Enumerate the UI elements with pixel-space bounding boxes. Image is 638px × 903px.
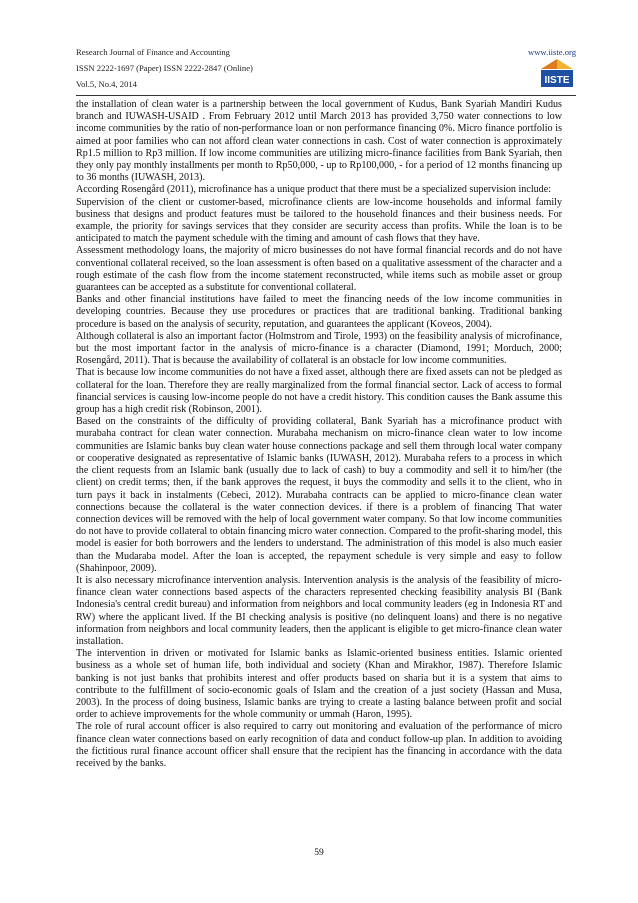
paragraph: The role of rural account officer is also required to carry out monitoring and evaluation of the performance of micro finance clean water connections based on early recognition of data and conduct follow-up plan. In addition to avoiding the fictitious rural finance account officer shall ensure that the recipient has the financing in accordance with the data received by the banks. <box>76 721 562 769</box>
logo-text: IISTE <box>544 75 570 86</box>
paragraph: The intervention in driven or motivated for Islamic banks as Islamic-oriented business entities. Islamic oriented business as a whole set of human life, both individual and society (Khan and Mirakhor, 1987). Therefore Islamic banking is not just banks that prohibits interest and offer products based on sharia but it is a system that aims to contribute to the fulfillment of socio-economic goals of Islam and the creation of a just society (Hassan and Musa, 2003). In the process of doing business, Islamic banks are trying to create a lasting balance between profit and social order to achieve improvements for the whole community or ummah (Haron, 1995). <box>76 648 562 721</box>
journal-header <box>76 44 253 92</box>
paragraph: Banks and other financial institutions have failed to meet the financing needs of the low income communities in developing countries. Because they use procedures or practices that are traditional banking. Traditional banking procedure is based on the analysis of security, reputation, and guarantees the applicant (Koveos, 2004). <box>76 294 562 330</box>
paragraph: According Rosengård (2011), microfinance has a unique product that there must be a specialized supervision include: <box>76 184 552 196</box>
paragraph: Although collateral is also an important factor (Holmstrom and Tirole, 1993) on the feasibility analysis of microfinance, but the most important factor in the analysis of micro-finance is a character (Diamond, 1991; Morduch, 2000; Rosengård, 2011). That is because the availability of collateral is an obstacle for low income communities. <box>76 330 562 367</box>
journal-issn: ISSN 2222-1697 (Paper) ISSN 2222-2847 (Online) <box>76 63 253 73</box>
iiste-logo-icon <box>540 58 574 88</box>
journal-website-link[interactable]: www.iiste.org <box>528 47 576 57</box>
paragraph: Supervision of the client or customer-based, microfinance clients are low-income households and informal family business that designs and product features must be tailored to the household finances and their business needs. For example, the priority for savings services that they consider are security access than profits. While the loan is to be anticipated to match the payment schedule with the timing and amount of cash flows that they have. <box>76 196 562 245</box>
paragraph: That is because low income communities do not have a fixed asset, although there are fixed assets can not be pledged as collateral for the loan. Therefore they are really marginalized from the formal financial sector. Lack of access to formal financial services is causing low-income people do not have a credit history. This condition causes the Bank assume this group has a high credit risk (Robinson, 2001). <box>76 367 562 416</box>
body-text <box>76 99 562 770</box>
journal-title: Research Journal of Finance and Accounting <box>76 47 230 57</box>
paragraph: Assessment methodology loans, the majority of micro businesses do not have formal financial records and do not have conventional collateral received, so the loan assessment is often based on a qualitative assessment of the character and a rough estimate of the cash flow from the income statement reconstructed, while items such as mobile asset or group guarantees can be accepted as a substitute for conventional collateral. <box>76 245 562 294</box>
page-number: 59 <box>314 848 324 858</box>
paragraph: the installation of clean water is a partnership between the local government of Kudus, Bank Syariah Mandiri Kudus branch and IUWASH-USAID . From February 2012 until March 2013 has provided 3,750 water connections to low income communities by the ratio of non-performance loan or non performance financing 0%. Micro finance portfolio is aimed at poor families who can not afford clean water connections in cash. Cost of water connection is approximately Rp1.5 million to Rp3 million. If low income communities are utilizing micro-finance facilities from Bank Syariah, then they only pay monthly installments per month to Rp50,000, - up to Rp100,000, - for a period of 12 months financing up to 36 months (IUWASH, 2013). <box>76 99 562 184</box>
paragraph: It is also necessary microfinance intervention analysis. Intervention analysis is the analysis of the feasibility of micro-finance clean water connections based aspects of the characters represented checking feasibility analysis BI (Bank Indonesia's central credit bureau) and information from neighbors and local community leaders (eg in Indonesia RT and RW) where the applicant lived. If the BI checking analysis is positive (no delinquent loans) and there is no negative information from neighbors and local community leaders, then the applicant is eligible to get micro-finance clean water installation. <box>76 574 562 647</box>
header-divider <box>76 95 576 96</box>
paragraph: Based on the constraints of the difficulty of providing collateral, Bank Syariah has a microfinance product with murabaha contract for clean water connection. Murabaha mechanism on micro-finance clean water to low income communities are Islamic banks buy clean water house connections package and sell them through local water company or cooperative designated as representative of Islamic banks (IUWASH, 2012). Murabaha refers to a process in which the client requests from an Islamic bank (usually due to lack of cash) to buy a commodity and sell it to him/her (the client) on credit terms; then, if the bank approves the request, it buys the commodity and sells it to the client, who in turn pays it back in instalments (Cebeci, 2012). Murabaha contracts can be applied to micro-finance clean water connections because the collateral is the water connection devices. if there is a problem of financing That water connection devices will be removed with the help of local government water company. So that low income communities do not have to provide collateral to obtain financing micro water connection. Compared to the profit-sharing model, this model is easier for both borrowers and the lenders to understand. The administration of this model is also much easier than the Mudaraba model. After the loan is accepted, the repayment schedule is very simple and easy to follow (Shahinpoor, 2009). <box>76 416 562 574</box>
journal-volume: Vol.5, No.4, 2014 <box>76 79 137 89</box>
